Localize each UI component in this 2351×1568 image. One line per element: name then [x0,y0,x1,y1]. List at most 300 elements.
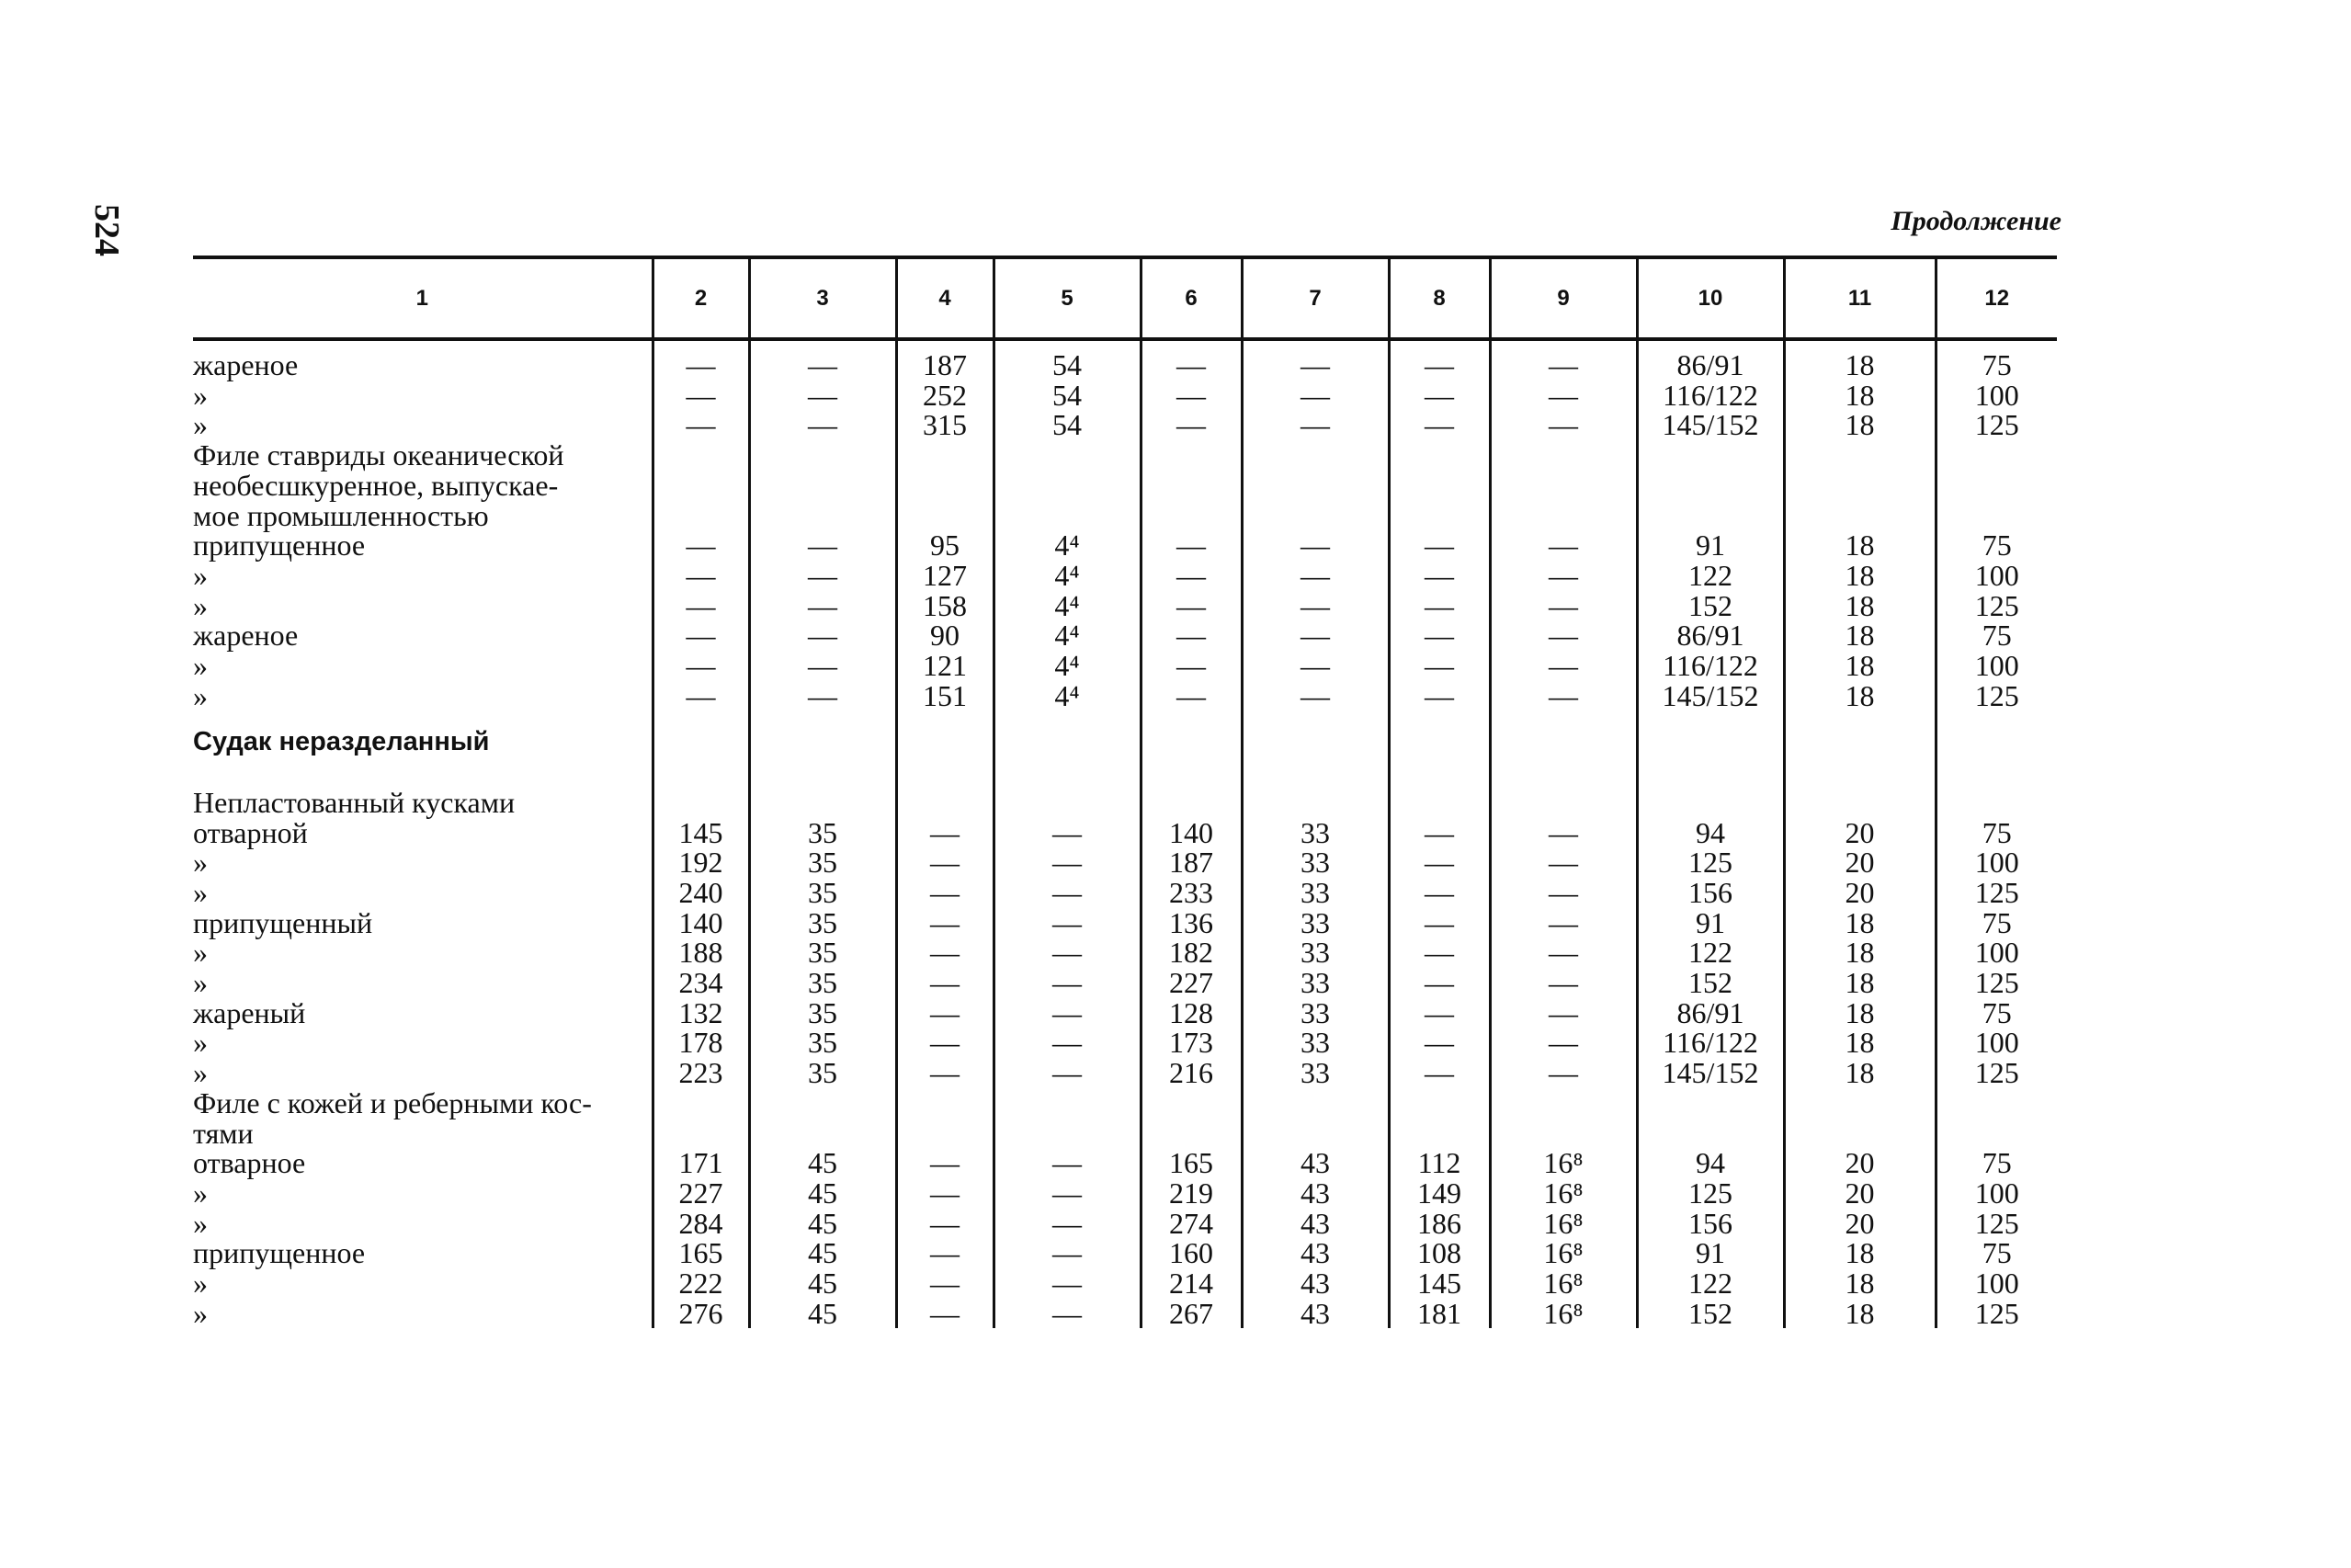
cell-col-3: 35 [749,937,896,968]
cell-col-11: 18 [1784,410,1936,440]
cell-col-2: 284 [653,1209,749,1239]
cell-col-12: 75 [1936,1148,2057,1178]
cell-col-6 [1141,788,1242,818]
cell-col-12: 75 [1936,1238,2057,1268]
cell-col-4: 151 [896,681,994,711]
cell-col-7: — [1242,381,1389,411]
cell-col-2: 188 [653,937,749,968]
table-row [193,998,2057,1028]
column-header-1: 1 [193,259,653,339]
cell-col-11: 18 [1784,1058,1936,1088]
spacer-cell [653,757,749,788]
cell-col-7 [1242,440,1389,471]
cell-col-6: 182 [1141,937,1242,968]
cell-col-3 [749,440,896,471]
cell-col-5: 4⁴ [994,651,1141,681]
cell-col-9 [1490,471,1637,501]
cell-col-5: — [994,847,1141,878]
cell-col-9: — [1490,591,1637,621]
cell-col-3 [749,1119,896,1149]
cell-col-8: 112 [1389,1148,1490,1178]
cell-col-7: 33 [1242,968,1389,998]
cell-col-11: 18 [1784,561,1936,591]
cell-col-12 [1936,710,2057,757]
cell-col-9 [1490,501,1637,531]
cell-col-9: — [1490,1058,1637,1088]
cell-col-6 [1141,471,1242,501]
cell-col-10: 91 [1637,530,1784,561]
cell-col-10: 122 [1637,1268,1784,1299]
cell-col-10 [1637,1119,1784,1149]
cell-col-2: 145 [653,818,749,848]
cell-col-4: — [896,1299,994,1329]
cell-col-3: 35 [749,818,896,848]
cell-col-4: 90 [896,620,994,651]
cell-col-11: 18 [1784,530,1936,561]
cell-col-7 [1242,788,1389,818]
cell-col-4: — [896,908,994,938]
cell-col-11: 18 [1784,339,1936,381]
cell-col-9: — [1490,651,1637,681]
cell-col-6: 173 [1141,1028,1242,1058]
cell-col-4: 187 [896,339,994,381]
cell-col-12: 100 [1936,651,2057,681]
cell-col-2 [653,710,749,757]
cell-col-9: — [1490,878,1637,908]
cell-col-8: — [1389,381,1490,411]
column-header-6: 6 [1141,259,1242,339]
cell-col-7: — [1242,339,1389,381]
cell-col-9 [1490,1119,1637,1149]
row-label: мое промышленностью [193,498,489,532]
spacer-cell [1141,757,1242,788]
cell-col-7: 33 [1242,847,1389,878]
cell-col-6: 216 [1141,1058,1242,1088]
cell-col-7: 33 [1242,818,1389,848]
cell-col-9: — [1490,818,1637,848]
cell-col-5: — [994,937,1141,968]
cell-col-9: 16⁸ [1490,1178,1637,1209]
cell-col-3: — [749,651,896,681]
table-row [193,847,2057,878]
cell-col-11: 18 [1784,968,1936,998]
cell-col-5: — [994,908,1141,938]
cell-col-3 [749,1088,896,1119]
cell-col-3: 35 [749,847,896,878]
cell-col-5 [994,788,1141,818]
cell-col-6: — [1141,620,1242,651]
cell-col-12: 75 [1936,620,2057,651]
cell-col-3: — [749,591,896,621]
table-row [193,339,2057,381]
cell-col-10: 116/122 [1637,1028,1784,1058]
cell-col-10: 145/152 [1637,681,1784,711]
cell-col-3: 35 [749,878,896,908]
cell-col-10: 125 [1637,847,1784,878]
cell-col-8: — [1389,681,1490,711]
cell-col-10: 122 [1637,937,1784,968]
column-header-12: 12 [1936,259,2057,339]
cell-col-5: — [994,1238,1141,1268]
cell-col-11: 20 [1784,1209,1936,1239]
cell-col-9: 16⁸ [1490,1209,1637,1239]
cell-col-2 [653,788,749,818]
cell-col-7: 43 [1242,1209,1389,1239]
column-header-7: 7 [1242,259,1389,339]
cell-col-10 [1637,471,1784,501]
cell-col-8: — [1389,1058,1490,1088]
cell-col-8: — [1389,908,1490,938]
cell-col-3 [749,710,896,757]
cell-col-5: — [994,1268,1141,1299]
cell-col-9: — [1490,968,1637,998]
cell-col-5: — [994,1148,1141,1178]
table-row [193,591,2057,621]
column-header-8: 8 [1389,259,1490,339]
table-row [193,651,2057,681]
cell-col-3: — [749,530,896,561]
row-label: » [193,678,208,712]
cell-col-5: — [994,968,1141,998]
row-label: » [193,936,208,970]
spacer-cell [994,757,1141,788]
cell-col-5: — [994,878,1141,908]
cell-col-6 [1141,710,1242,757]
table-row [193,1148,2057,1178]
cell-col-4: 127 [896,561,994,591]
data-table [193,259,2057,1328]
cell-col-12 [1936,471,2057,501]
row-label: » [193,1206,208,1240]
row-label: » [193,588,208,622]
row-label: жареный [193,995,306,1029]
cell-col-12: 125 [1936,410,2057,440]
cell-col-11: 18 [1784,998,1936,1028]
cell-col-6: — [1141,591,1242,621]
cell-col-7: 43 [1242,1148,1389,1178]
cell-col-6: 160 [1141,1238,1242,1268]
cell-col-4: — [896,818,994,848]
cell-col-5: — [994,1299,1141,1329]
cell-col-9: — [1490,410,1637,440]
cell-col-4 [896,1119,994,1149]
cell-col-12: 100 [1936,1028,2057,1058]
cell-col-12: 100 [1936,1178,2057,1209]
cell-col-4 [896,501,994,531]
cell-col-6: 165 [1141,1148,1242,1178]
cell-col-11 [1784,471,1936,501]
cell-col-11: 18 [1784,908,1936,938]
table-row [193,410,2057,440]
cell-col-10: 86/91 [1637,339,1784,381]
cell-col-4 [896,471,994,501]
cell-col-9: — [1490,530,1637,561]
table-body [193,339,2057,1328]
cell-col-8: — [1389,998,1490,1028]
cell-col-10 [1637,710,1784,757]
cell-col-4: — [896,878,994,908]
cell-col-4: — [896,1209,994,1239]
cell-col-5 [994,471,1141,501]
cell-col-10 [1637,788,1784,818]
cell-col-3: 45 [749,1148,896,1178]
table-row [193,381,2057,411]
cell-col-2: 171 [653,1148,749,1178]
cell-col-12: 75 [1936,339,2057,381]
cell-col-11: 18 [1784,1238,1936,1268]
cell-col-7: 33 [1242,1058,1389,1088]
cell-col-10: 152 [1637,968,1784,998]
table-row [193,937,2057,968]
cell-col-6: 140 [1141,818,1242,848]
cell-col-8: — [1389,968,1490,998]
cell-col-12 [1936,501,2057,531]
cell-col-12: 75 [1936,818,2057,848]
cell-col-9: 16⁸ [1490,1268,1637,1299]
cell-col-8: 145 [1389,1268,1490,1299]
cell-col-7: — [1242,530,1389,561]
cell-col-6 [1141,1119,1242,1149]
cell-col-2 [653,501,749,531]
cell-col-6: — [1141,410,1242,440]
cell-col-8: — [1389,818,1490,848]
cell-col-10: 125 [1637,1178,1784,1209]
cell-col-12: 125 [1936,1058,2057,1088]
cell-col-7 [1242,501,1389,531]
cell-col-10: 91 [1637,1238,1784,1268]
cell-col-9: — [1490,937,1637,968]
cell-col-8 [1389,1119,1490,1149]
cell-col-7: 33 [1242,1028,1389,1058]
row-label: » [193,966,208,1000]
cell-col-7: — [1242,591,1389,621]
cell-col-3: 35 [749,908,896,938]
table-row [193,471,2057,501]
cell-col-4: — [896,1148,994,1178]
cell-col-6 [1141,1088,1242,1119]
row-label: припущенный [193,905,373,939]
cell-col-9 [1490,710,1637,757]
cell-col-9 [1490,1088,1637,1119]
cell-col-7: 33 [1242,998,1389,1028]
cell-col-2: 223 [653,1058,749,1088]
cell-col-9: 16⁸ [1490,1148,1637,1178]
row-label: Филе с кожей и реберными кос- [193,1085,592,1119]
cell-col-8 [1389,471,1490,501]
cell-col-9: 16⁸ [1490,1238,1637,1268]
cell-col-8: — [1389,339,1490,381]
table-row [193,501,2057,531]
cell-col-6 [1141,501,1242,531]
column-header-5: 5 [994,259,1141,339]
cell-col-11: 18 [1784,1299,1936,1329]
cell-col-4: 158 [896,591,994,621]
cell-col-7 [1242,471,1389,501]
cell-col-6 [1141,440,1242,471]
cell-col-5 [994,501,1141,531]
cell-col-11: 18 [1784,1028,1936,1058]
cell-col-7: 33 [1242,937,1389,968]
table-row [193,818,2057,848]
cell-col-5 [994,710,1141,757]
cell-col-4: — [896,1178,994,1209]
cell-col-6: 136 [1141,908,1242,938]
cell-col-5: 54 [994,339,1141,381]
table-row [193,1299,2057,1329]
cell-col-5: — [994,998,1141,1028]
column-header-9: 9 [1490,259,1637,339]
row-label: » [193,408,208,442]
cell-col-3: 45 [749,1238,896,1268]
cell-col-4 [896,1088,994,1119]
table-row [193,530,2057,561]
table-row [193,788,2057,818]
continuation-label: Продолжение [1891,206,2061,236]
cell-col-12: 100 [1936,1268,2057,1299]
row-label: » [193,1296,208,1330]
cell-col-11: 18 [1784,937,1936,968]
spacer-cell [1242,757,1389,788]
table-row [193,620,2057,651]
cell-col-2: — [653,339,749,381]
table-row [193,440,2057,471]
cell-col-2: — [653,620,749,651]
cell-col-10: 156 [1637,1209,1784,1239]
cell-col-9 [1490,440,1637,471]
cell-col-7: 43 [1242,1268,1389,1299]
cell-col-11: 18 [1784,651,1936,681]
section-title: Судак неразделанный [193,727,490,757]
cell-col-11 [1784,1088,1936,1119]
cell-col-4: — [896,1238,994,1268]
cell-col-7: 43 [1242,1238,1389,1268]
cell-col-3: — [749,381,896,411]
cell-col-6: 227 [1141,968,1242,998]
data-table-container [193,256,2057,1328]
cell-col-6: 274 [1141,1209,1242,1239]
cell-col-7: — [1242,620,1389,651]
column-header-10: 10 [1637,259,1784,339]
cell-col-2: — [653,530,749,561]
row-label: жареное [193,619,299,653]
table-row [193,1268,2057,1299]
cell-col-12 [1936,1088,2057,1119]
spacer-cell [1389,757,1490,788]
cell-col-2 [653,1119,749,1149]
cell-col-7: — [1242,561,1389,591]
cell-col-5 [994,440,1141,471]
column-header-2: 2 [653,259,749,339]
cell-col-2 [653,1088,749,1119]
spacer-cell [896,757,994,788]
cell-col-2: — [653,381,749,411]
table-row [193,681,2057,711]
cell-col-12: 125 [1936,681,2057,711]
cell-col-10: 122 [1637,561,1784,591]
cell-col-9: — [1490,561,1637,591]
cell-col-5: — [994,818,1141,848]
cell-col-2: 227 [653,1178,749,1209]
table-row [193,1119,2057,1149]
column-header-3: 3 [749,259,896,339]
cell-col-11: 18 [1784,620,1936,651]
table-row [193,561,2057,591]
cell-col-9 [1490,788,1637,818]
spacer-cell [1936,757,2057,788]
cell-col-5: 54 [994,410,1141,440]
cell-col-11: 20 [1784,878,1936,908]
cell-col-5: 4⁴ [994,620,1141,651]
cell-col-3: 45 [749,1268,896,1299]
row-label: тями [193,1116,254,1150]
cell-col-7: 43 [1242,1299,1389,1329]
cell-col-8: — [1389,530,1490,561]
cell-col-12: 75 [1936,908,2057,938]
cell-col-2: 240 [653,878,749,908]
table-row [193,757,2057,788]
spacer-cell [749,757,896,788]
cell-col-6: — [1141,681,1242,711]
row-label: » [193,1176,208,1210]
column-header-11: 11 [1784,259,1936,339]
cell-col-12: 75 [1936,998,2057,1028]
row-label: » [193,649,208,683]
cell-col-10: 91 [1637,908,1784,938]
row-label: » [193,1026,208,1060]
cell-col-9: — [1490,381,1637,411]
cell-col-8: — [1389,561,1490,591]
cell-col-4: — [896,1058,994,1088]
cell-col-3: — [749,620,896,651]
cell-col-6: 219 [1141,1178,1242,1209]
cell-col-4 [896,710,994,757]
cell-col-2 [653,440,749,471]
cell-col-5 [994,1088,1141,1119]
column-header-4: 4 [896,259,994,339]
cell-col-11 [1784,788,1936,818]
row-label: Непластованный кусками [193,785,516,819]
cell-col-6: 233 [1141,878,1242,908]
cell-col-5 [994,1119,1141,1149]
cell-col-5: 4⁴ [994,561,1141,591]
cell-col-2: — [653,681,749,711]
spacer-cell [193,757,653,788]
cell-col-3: 35 [749,998,896,1028]
cell-col-5: 4⁴ [994,530,1141,561]
cell-col-8: 149 [1389,1178,1490,1209]
header-row [193,259,2057,339]
cell-col-4: — [896,998,994,1028]
cell-col-10 [1637,1088,1784,1119]
cell-col-2: — [653,410,749,440]
cell-col-2: 178 [653,1028,749,1058]
cell-col-2: 234 [653,968,749,998]
cell-col-6: 187 [1141,847,1242,878]
cell-col-11: 18 [1784,381,1936,411]
cell-col-8: 108 [1389,1238,1490,1268]
cell-col-10: 116/122 [1637,381,1784,411]
cell-col-9: — [1490,908,1637,938]
cell-col-3: 35 [749,1028,896,1058]
cell-col-8 [1389,440,1490,471]
cell-col-5: — [994,1028,1141,1058]
cell-col-5: 4⁴ [994,591,1141,621]
cell-col-2: — [653,651,749,681]
cell-col-8: — [1389,410,1490,440]
cell-col-10: 94 [1637,1148,1784,1178]
cell-col-2: — [653,591,749,621]
cell-col-11: 18 [1784,591,1936,621]
